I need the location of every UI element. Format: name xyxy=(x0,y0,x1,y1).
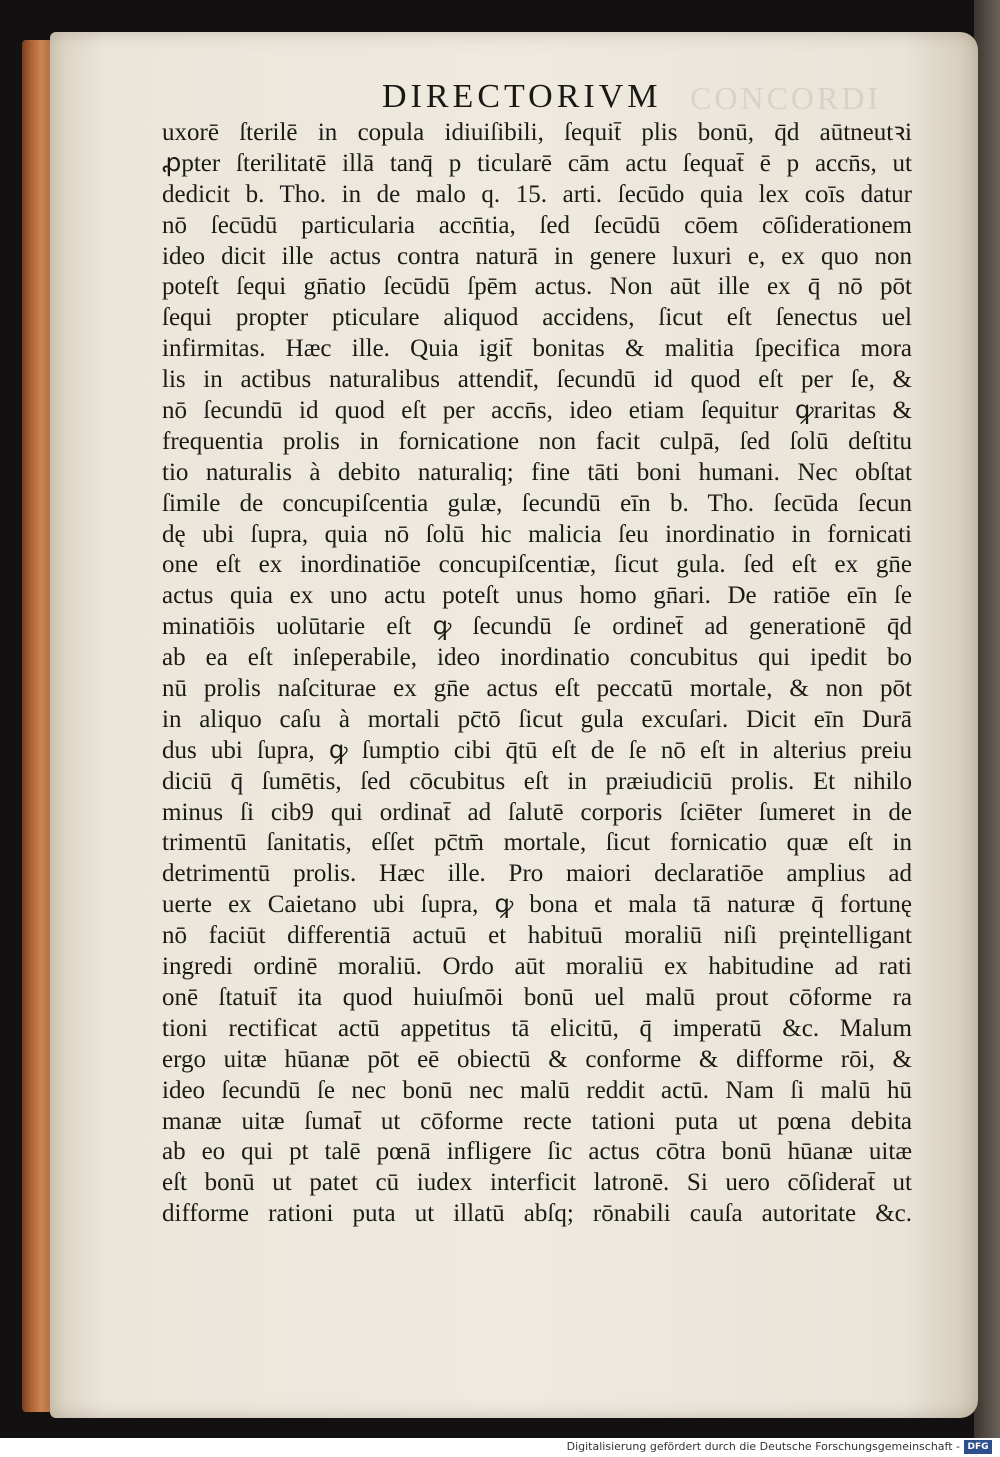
text-line: lis in actibus naturalibus attendit̄, ſecundū id quod eſt per ſe, & xyxy=(162,366,912,394)
text-line: ab ea eſt inſeperabile, ideo inordinatio concubitus qui ipedit bo xyxy=(162,644,912,672)
text-line: tio naturalis à debito naturaliq; fine tāti boni humani. Nec obſtat xyxy=(162,458,912,486)
text-line: tioni rectificat actū appetitus tā elicitū, q̄ imperatū &c. Malum xyxy=(162,1014,912,1042)
text-line: manæ uitæ ſumat̄ ut cōforme recte tationi puta ut pœna debita xyxy=(162,1107,912,1135)
text-line: poteſt ſequi gn̄atio ſecūdū ſpēm actus. Non aūt ille ex q̄ nō pōt xyxy=(162,273,912,301)
text-line: frequentia prolis in fornicatione non facit culpā, ſed ſolū deſtitu xyxy=(162,427,912,455)
text-line: nō ſecūdū particularia accn̄tia, ſed ſecūdū cōem cōſiderationem xyxy=(162,211,912,239)
text-line: nō ſecundū id quod eſt per accn̄s, ideo etiam ſequitur ꝙraritas & xyxy=(162,397,912,425)
text-line: minatiōis uolūtarie eſt ꝙ ſecundū ſe ordinet̄ ad generationē q̄d xyxy=(162,613,912,641)
text-line: nū prolis naſciturae ex gn̄e actus eſt peccatū mortale, & non pōt xyxy=(162,675,912,703)
text-line: infirmitas. Hæc ille. Quia igit̄ bonitas & malitia ſpecifica mora xyxy=(162,335,912,363)
text-line: ergo uitæ hūanæ pōt eē obiectū & conforme & difforme rōi, & xyxy=(162,1045,912,1073)
text-line: diciū q̄ ſumētis, ſed cōcubitus eſt in præiudiciū prolis. Et nihilo xyxy=(162,767,912,795)
text-line: ingredi ordinē moraliū. Ordo aūt moraliū ex habitudine ad rati xyxy=(162,953,912,981)
text-line: uxorē ſterilē in copula idiuiſibili, ſequit̄ plis bonū, q̄d aūtneutꝛi xyxy=(162,119,912,146)
text-line: eſt bonū ut patet cū iudex interficit latronē. Si uero cōſiderat̄ ut xyxy=(162,1169,912,1197)
text-line: ꝓpter ſterilitatē illā tanq̄ p ticularē cām actu ſequat̄ ē p accn̄s, ut xyxy=(162,149,912,177)
text-line: difforme rationi puta ut illatū abſq; rōnabili cauſa autoritate &c. xyxy=(162,1200,912,1228)
text-line: ſimile de concupiſcentia gulæ, ſecundū eīn b. Tho. ſecūda ſecun xyxy=(162,489,912,517)
text-line: ideo dicit ille actus contra naturā in genere luxuri e, ex quo non xyxy=(162,242,912,270)
text-line: ab eo qui pt talē pœnā infligere ſic actus cōtra bonū hūanæ uitæ xyxy=(162,1138,912,1166)
text-line: uerte ex Caietano ubi ſupra, ꝙ bona et mala tā naturæ q̄ fortunę xyxy=(162,891,912,919)
text-line: detrimentū prolis. Hæc ille. Pro maiori declaratiōe amplius ad xyxy=(162,860,912,888)
show-through-heading: CONCORDI xyxy=(690,80,882,116)
text-line: dus ubi ſupra, ꝙ ſumptio cibi q̄tū eſt de ſe nō eſt in alterius preiu xyxy=(162,736,912,764)
dfg-logo: DFG xyxy=(964,1440,992,1454)
text-line: ideo ſecundū ſe nec bonū nec malū reddit actū. Nam ſi malū hū xyxy=(162,1076,912,1104)
text-line: actus quia ex uno actu poteſt unus homo gn̄ari. De ratiōe eīn ſe xyxy=(162,582,912,610)
text-line: in aliquo caſu à mortali pc̄tō ſicut gula excuſari. Dicit eīn Durā xyxy=(162,705,912,733)
text-line: trimentū ſanitatis, eſſet pc̄tm̄ mortale, ſicut fornicatio quæ eſt in xyxy=(162,829,912,857)
text-line: dedicit b. Tho. in de malo q. 15. arti. ſecūdo quia lex coīs datur xyxy=(162,180,912,208)
text-line: one eſt ex inordinatiōe concupiſcentiæ, ſicut gula. ſed eſt ex gn̄e xyxy=(162,551,912,579)
text-block xyxy=(162,118,912,1230)
text-line: ſequi propter pticulare aliquod accidens, ſicut eſt ſenectus uel xyxy=(162,304,912,332)
text-line: onē ſtatuit̄ ita quod huiuſmōi bonū uel malū prout cōforme ra xyxy=(162,983,912,1011)
text-line: dę ubi ſupra, quia nō ſolū hic malicia ſeu inordinatio in fornicati xyxy=(162,520,912,548)
running-head: DIRECTORIVM xyxy=(382,78,662,115)
text-line: minus ſi cib9 qui ordinat̄ ad ſalutē corporis ſciēter ſumeret in de xyxy=(162,798,912,826)
digitization-credit: Digitalisierung gefördert durch die Deutsche Forschungsgemeinschaft - xyxy=(566,1440,960,1453)
text-line: nō faciūt differentiā actuū et habituū moraliū niſi pręintelligant xyxy=(162,922,912,950)
